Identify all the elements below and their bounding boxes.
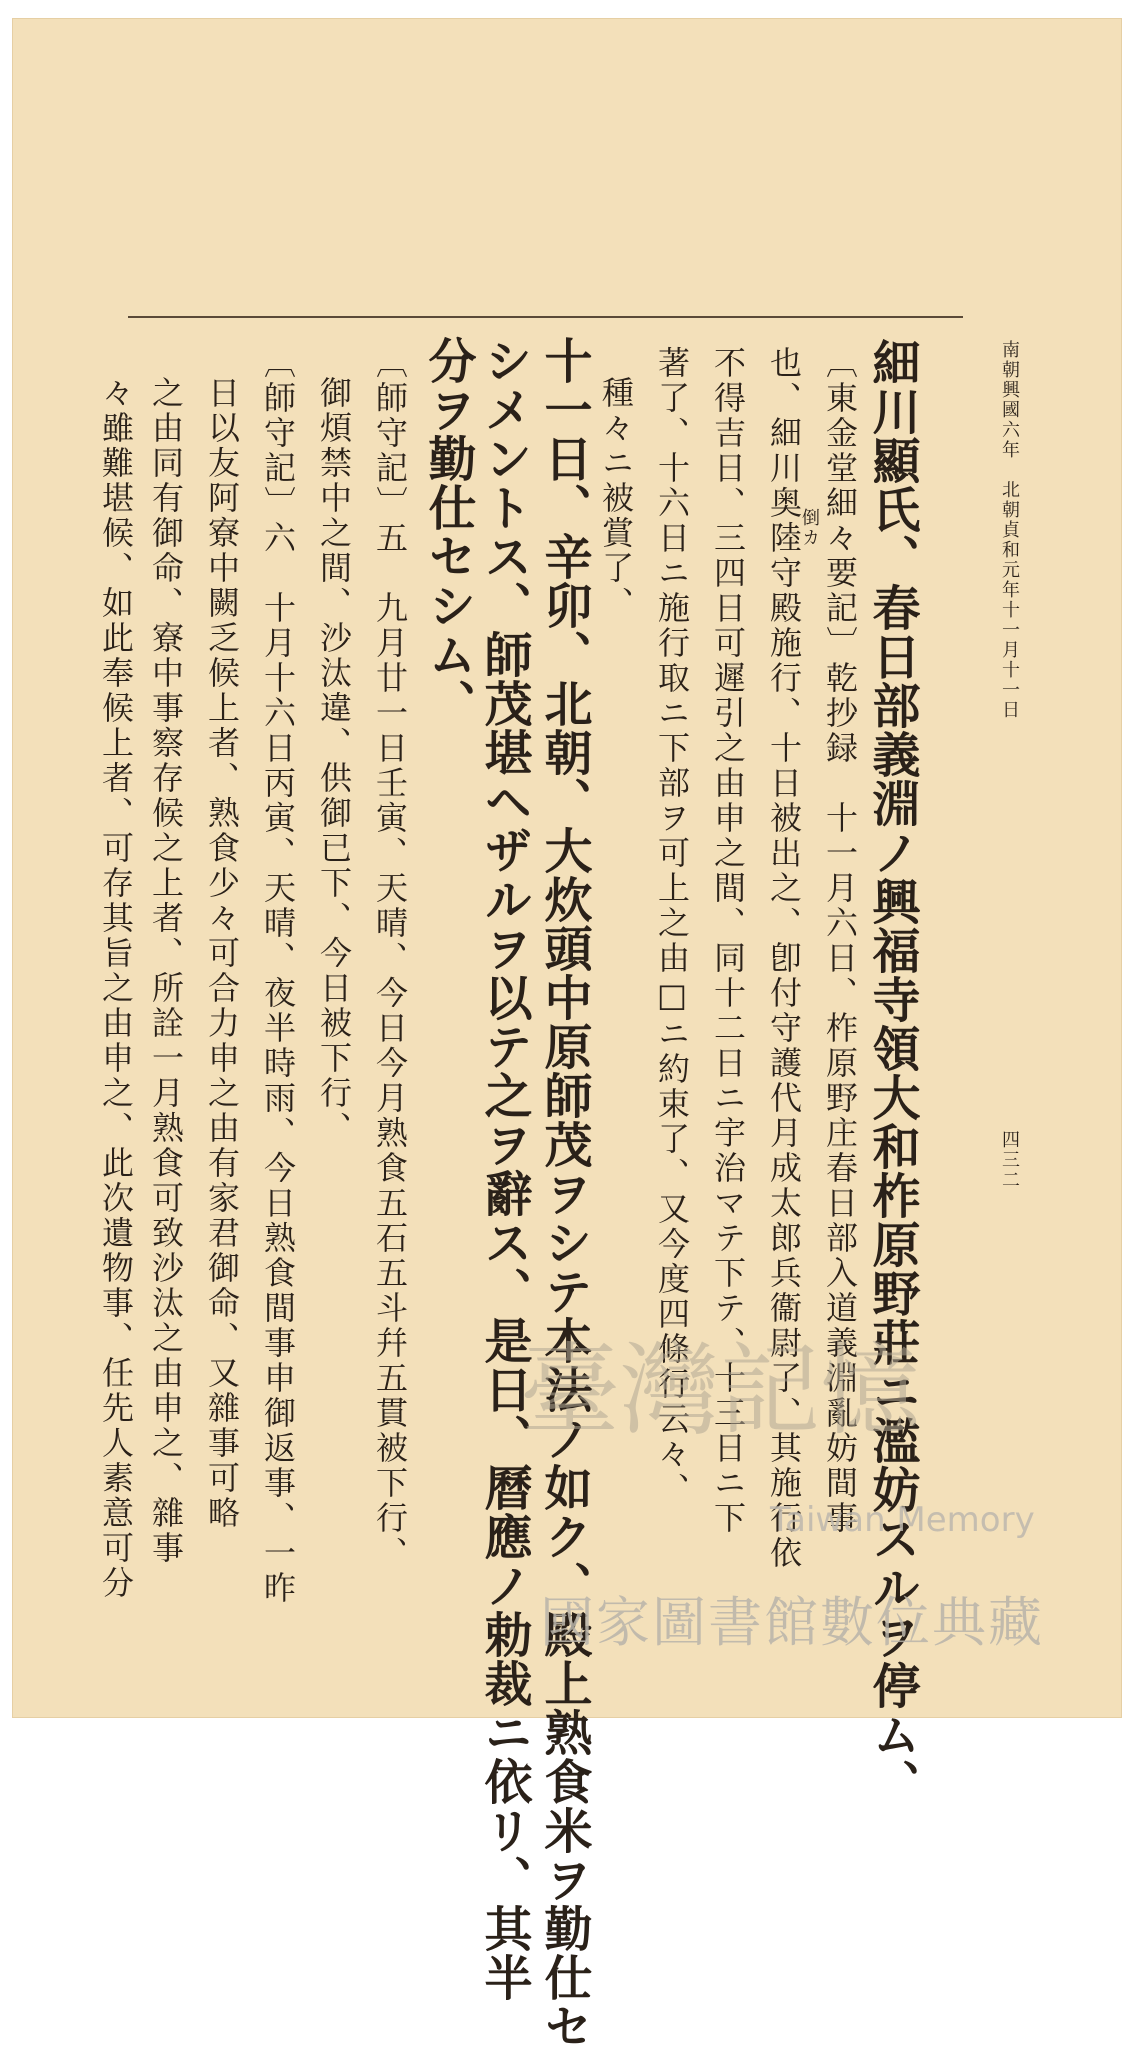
text-column-5: 著了、十六日ニ施行取ニ下部ヲ可上之由□ニ約束了、又今度四條行云々、 [653, 346, 691, 1507]
header-divider [128, 316, 963, 318]
watermark-institution: 國家圖書館數位典藏 [540, 1591, 1044, 1654]
heading-column-1: 細川顯氏、春日部義淵ノ興福寺領大和柞原野莊ニ濫妨スルヲ停ム、 [864, 338, 920, 1808]
heading-column-7: 十一日、辛卯、北朝、大炊頭中原師茂ヲシテ本法ノ如ク、殿上熟食米ヲ勤仕セ [536, 336, 592, 2051]
text-column-3: 也、細川奥陸守殿施行、十日被出之、卽付守護代月成太郎兵衞尉了、其施行依 [765, 346, 803, 1571]
text-column-2: 〔東金堂細々要記〕乾抄録 十一月六日、柞原野庄春日部入道義淵亂妨間事 [821, 346, 859, 1536]
text-column-14: 之由同有御命、寮中事察存候之上者、所詮一月熟食可致沙汰之由申之、雜事 [147, 376, 185, 1566]
page-number: 四三二 [999, 1130, 1020, 1190]
text-column-6: 種々ニ被賞了、 [597, 376, 635, 621]
annotation-note: 倒カ [799, 508, 820, 548]
text-column-12: 〔師守記〕六 十月十六日丙寅、天晴、夜半時雨、今日熟食間事申御返事、一昨 [259, 346, 297, 1606]
heading-column-8: シメントス、師茂堪ヘザルヲ以テ之ヲ辭ス、是日、曆應ノ勅裁ニ依リ、其半 [476, 336, 532, 2002]
text-column-10: 〔師守記〕五 九月廿一日壬寅、天晴、今日今月熟食五石五斗幷五貫被下行、 [371, 346, 409, 1571]
running-header: 南朝興國六年 北朝貞和元年十一月十一日 [999, 340, 1020, 720]
heading-column-9: 分ヲ勤仕セシム、 [420, 336, 476, 728]
text-column-13: 日以友阿寮中闕乏候上者、熟食少々可合力申之由有家君御命、又雜事可略 [203, 376, 241, 1531]
watermark-logo: 臺灣記憶 [520, 1332, 920, 1449]
watermark-english: Taiwan Memory [770, 1500, 1035, 1540]
text-column-11: 御煩禁中之間、沙汰違、供御已下、今日被下行、 [315, 376, 353, 1146]
text-column-15: 々雖難堪候、如此奉候上者、可存其旨之由申之、此次遺物事、任先人素意可分 [97, 376, 135, 1601]
text-column-4: 不得吉日、三四日可遲引之由申之間、同十二日ニ宇治マテ下テ、十三日ニ下 [709, 346, 747, 1536]
